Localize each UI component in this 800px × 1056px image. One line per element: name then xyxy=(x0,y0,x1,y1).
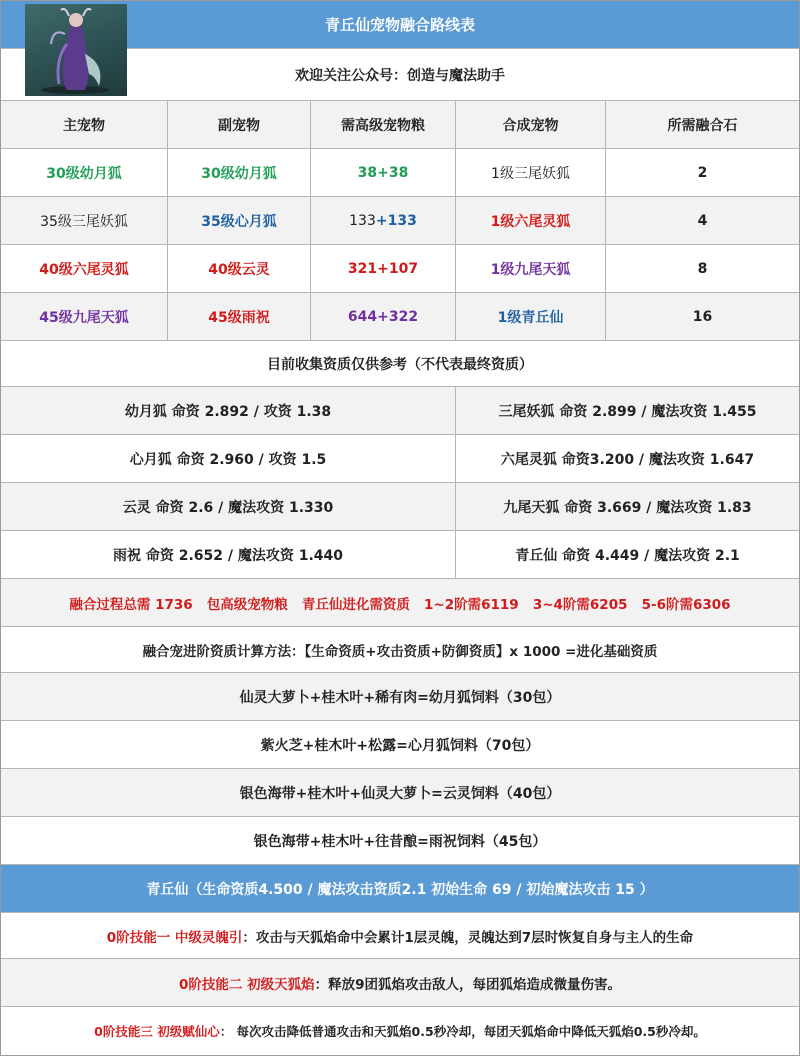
skill-name: 0阶技能三 初级赋仙心 xyxy=(94,1024,220,1039)
skill-text xyxy=(1,913,799,958)
sub-pet: 30级幼月狐 xyxy=(168,149,311,196)
table-row xyxy=(1,197,799,245)
fusion-stones: 4 xyxy=(697,212,708,229)
result-pet: 1级三尾妖狐 xyxy=(456,149,606,196)
formula-text: 融合宠进阶资质计算方法：【生命资质+攻击资质+防御资质】x 1000 =进化基础资质 xyxy=(142,643,658,660)
aptitude-note: 目前收集资质仅供参考（不代表最终资质） xyxy=(267,356,533,373)
formula-row xyxy=(1,627,799,673)
result-pet: 1级青丘仙 xyxy=(456,293,606,340)
final-pet-stats: 青丘仙（生命资质4.500 / 魔法攻击资质2.1 初始生命 69 / 初始魔法攻击 15 ） xyxy=(146,881,654,898)
header-result-pet: 合成宠物 xyxy=(456,101,606,148)
skill-name: 0阶技能二 初级天狐焰 xyxy=(179,976,315,993)
summary-stage12: 1~2阶需6119 xyxy=(424,596,519,613)
pet-food xyxy=(311,197,456,244)
aptitude-left: 雨祝 命资 2.652 / 魔法攻资 1.440 xyxy=(1,531,456,578)
summary-text xyxy=(1,579,799,626)
aptitude-right: 青丘仙 命资 4.449 / 魔法攻资 2.1 xyxy=(515,547,740,564)
aptitude-right: 九尾天狐 命资 3.669 / 魔法攻资 1.83 xyxy=(503,499,752,516)
aptitude-note-row xyxy=(1,341,799,387)
page-title: 青丘仙宠物融合路线表 xyxy=(324,16,475,34)
result-pet: 1级九尾天狐 xyxy=(456,245,606,292)
fusion-stones: 2 xyxy=(697,164,708,181)
skill-row xyxy=(1,913,799,959)
recipe-text: 仙灵大萝卜+桂木叶+稀有肉=幼月狐饲料（30包） xyxy=(239,689,561,706)
pet-food: 644+322 xyxy=(311,293,456,340)
final-pet-row xyxy=(1,865,799,913)
table-row xyxy=(1,245,799,293)
recipe-text: 银色海带+桂木叶+往昔酿=雨祝饲料（45包） xyxy=(253,833,547,850)
result-pet: 1级六尾灵狐 xyxy=(456,197,606,244)
aptitude-left: 心月狐 命资 2.960 / 攻资 1.5 xyxy=(1,435,456,482)
summary-total: 融合过程总需 1736 xyxy=(69,596,193,613)
summary-stage56: 5-6阶需6306 xyxy=(641,596,731,613)
skill-desc: ： 每次攻击降低普通攻击和天狐焰0.5秒冷却，每团天狐焰命中降低天狐焰0.5秒冷却。 xyxy=(219,1024,706,1039)
skill-desc: ：释放9团狐焰攻击敌人，每团狐焰造成微量伤害。 xyxy=(314,976,621,993)
main-pet: 45级九尾天狐 xyxy=(1,293,168,340)
summary-row xyxy=(1,579,799,627)
header-sub-pet: 副宠物 xyxy=(168,101,311,148)
header-fusion-stones: 所需融合石 xyxy=(667,117,738,134)
table-header-row xyxy=(1,101,799,149)
skill-row xyxy=(1,1007,799,1055)
aptitude-left: 幼月狐 命资 2.892 / 攻资 1.38 xyxy=(1,387,456,434)
table-row xyxy=(1,149,799,197)
fusion-stones: 16 xyxy=(692,308,713,325)
header-pet-food: 需高级宠物粮 xyxy=(311,101,456,148)
pet-portrait-image xyxy=(25,4,127,96)
header-main-pet: 主宠物 xyxy=(1,101,168,148)
recipe-row xyxy=(1,769,799,817)
aptitude-row xyxy=(1,435,799,483)
summary-food: 包高级宠物粮 xyxy=(206,596,288,613)
recipe-text: 紫火芝+桂木叶+松露=心月狐饲料（70包） xyxy=(260,737,540,754)
skill-text xyxy=(1,1007,799,1055)
summary-stage34: 3~4阶需6205 xyxy=(532,596,628,613)
subtitle: 欢迎关注公众号：创造与魔法助手 xyxy=(295,67,505,84)
recipe-row xyxy=(1,817,799,865)
skill-desc: ：攻击与天狐焰命中会累计1层灵魄，灵魄达到7层时恢复自身与主人的生命 xyxy=(242,929,694,946)
fusion-stones: 8 xyxy=(697,260,708,277)
main-pet: 30级幼月狐 xyxy=(1,149,168,196)
aptitude-row xyxy=(1,531,799,579)
aptitude-row xyxy=(1,483,799,531)
skill-text xyxy=(1,959,799,1006)
pet-food-sub: 133 xyxy=(387,212,417,229)
summary-evolve: 青丘仙进化需资质 xyxy=(301,596,410,613)
sub-pet: 35级心月狐 xyxy=(168,197,311,244)
main-pet: 40级六尾灵狐 xyxy=(1,245,168,292)
sub-pet: 40级云灵 xyxy=(168,245,311,292)
recipe-text: 银色海带+桂木叶+仙灵大萝卜=云灵饲料（40包） xyxy=(239,785,561,802)
pet-food: 321+107 xyxy=(311,245,456,292)
aptitude-left: 云灵 命资 2.6 / 魔法攻资 1.330 xyxy=(1,483,456,530)
main-pet: 35级三尾妖狐 xyxy=(1,197,168,244)
skill-row xyxy=(1,959,799,1007)
aptitude-row xyxy=(1,387,799,435)
pet-food-plus: + xyxy=(375,212,388,229)
recipe-row xyxy=(1,673,799,721)
aptitude-right: 六尾灵狐 命资3.200 / 魔法攻资 1.647 xyxy=(500,451,755,468)
recipe-row xyxy=(1,721,799,769)
pet-food: 38+38 xyxy=(311,149,456,196)
skill-name: 0阶技能一 中级灵魄引 xyxy=(106,929,243,946)
pet-food-main: 133 xyxy=(349,212,376,229)
table-row xyxy=(1,293,799,341)
aptitude-right: 三尾妖狐 命资 2.899 / 魔法攻资 1.455 xyxy=(498,403,757,420)
sub-pet: 45级雨祝 xyxy=(168,293,311,340)
